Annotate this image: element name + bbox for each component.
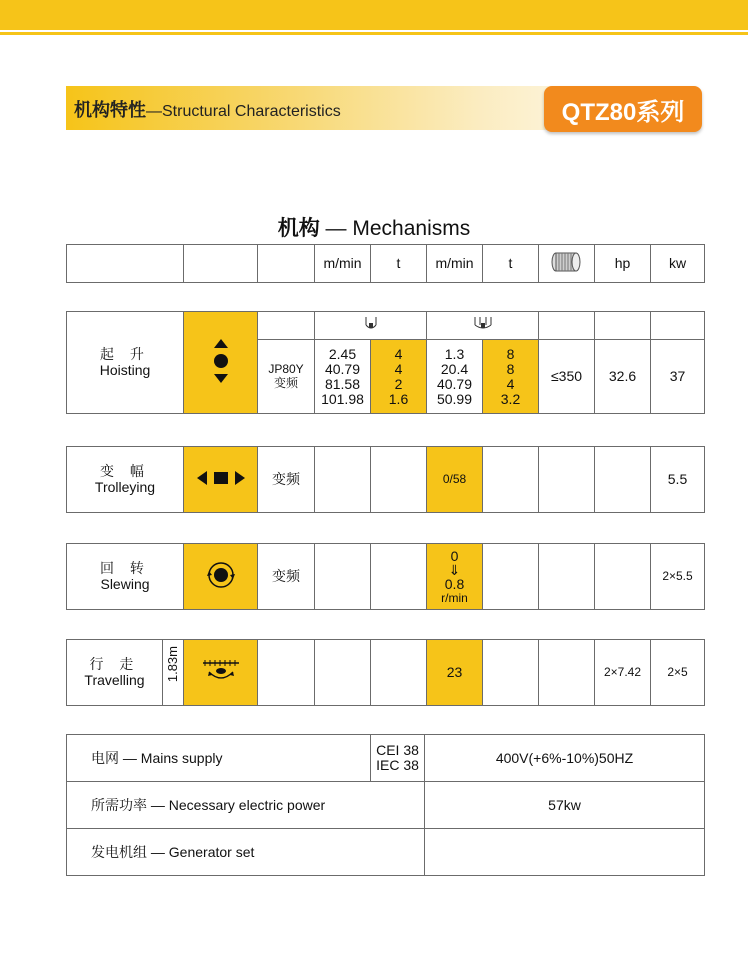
generator-set-value <box>425 829 705 876</box>
hoisting-motor-model: JP80Y <box>268 362 304 377</box>
single-hook-cell <box>315 312 427 340</box>
top-yellow-line <box>0 32 748 35</box>
travelling-label <box>67 640 163 706</box>
hoisting-speed-a-2: 40.79 <box>324 360 361 377</box>
hoisting-speed-b-1: 1.3 <box>444 345 465 362</box>
travelling-table <box>66 639 705 706</box>
page-title-zh: 机构特性 <box>74 100 146 120</box>
travelling-hp: 2×7.42 <box>595 640 651 706</box>
electric-power-label: 所需功率 — Necessary electric power <box>67 782 425 829</box>
hoisting-load-b-4: 3.2 <box>500 390 521 407</box>
slewing-kw: 2×5.5 <box>651 544 705 610</box>
trolleying-icon-cell <box>184 447 258 513</box>
trolleying-kw: 5.5 <box>651 447 705 513</box>
hoisting-load-a-1: 4 <box>394 345 403 362</box>
slewing-table <box>66 543 705 610</box>
unit-speed-b: m/min <box>427 245 483 283</box>
double-fall-hook-icon <box>472 317 494 331</box>
travelling-kw: 2×5 <box>651 640 705 706</box>
section-title-zh: 机构 <box>277 217 320 240</box>
page-title-en: —Structural Characteristics <box>146 103 341 120</box>
hoisting-speed-a-1: 2.45 <box>328 345 357 362</box>
slewing-label-en: Slewing <box>100 575 150 592</box>
hoisting-motor-type: 变频 <box>273 375 298 390</box>
drum-header <box>539 245 595 283</box>
hoisting-motor <box>258 340 315 414</box>
travelling-label-en: Travelling <box>84 671 145 688</box>
mains-standard-cei: CEI 38 <box>376 742 419 758</box>
hoisting-load-b-3: 4 <box>506 375 515 392</box>
cable-drum-icon <box>550 251 584 273</box>
travelling-gauge <box>163 640 184 706</box>
hoisting-load-a-3: 2 <box>394 375 403 392</box>
hoisting-label-zh: 起 升 <box>100 346 150 363</box>
mains-standard <box>371 735 425 782</box>
section-title-en: — Mechanisms <box>319 217 471 240</box>
hoisting-speed-b-4: 50.99 <box>436 390 473 407</box>
unit-hp: hp <box>595 245 651 283</box>
slewing-label-zh: 回 转 <box>100 560 150 577</box>
trolleying-table <box>66 446 705 513</box>
top-yellow-bar <box>0 0 748 30</box>
hoisting-kw: 37 <box>651 340 705 414</box>
slewing-label <box>67 544 184 610</box>
hoisting-load-a-4: 1.6 <box>388 390 409 407</box>
hoisting-speed-a-4: 101.98 <box>321 390 364 407</box>
up-down-arrows-icon <box>209 337 233 385</box>
units-header-table <box>66 244 705 283</box>
mains-supply-label: 电网 — Mains supply <box>67 735 371 782</box>
hoisting-speed-b-2: 20.4 <box>440 360 469 377</box>
unit-load-a: t <box>371 245 427 283</box>
mains-supply-value: 400V(+6%-10%)50HZ <box>425 735 705 782</box>
trolleying-motor: 变频 <box>258 447 315 513</box>
double-hook-cell <box>427 312 539 340</box>
rotation-icon <box>206 560 236 590</box>
trolleying-label <box>67 447 184 513</box>
hoisting-speed-a-3: 81.58 <box>324 375 361 392</box>
slewing-icon-cell <box>184 544 258 610</box>
travelling-speed: 23 <box>427 640 483 706</box>
hoisting-load-b <box>483 340 539 414</box>
single-fall-hook-icon <box>362 317 380 331</box>
hoisting-icon-cell <box>184 312 258 414</box>
trolleying-speed: 0/58 <box>427 447 483 513</box>
hoisting-label <box>67 312 184 414</box>
unit-load-b: t <box>483 245 539 283</box>
unit-speed-a: m/min <box>315 245 371 283</box>
hoisting-table <box>66 311 705 414</box>
travelling-gauge-value: 1.83m <box>164 646 180 683</box>
hoisting-load-a-2: 4 <box>394 360 403 377</box>
slewing-speed-bottom: 0.8 <box>444 575 465 592</box>
power-supply-table <box>66 734 705 876</box>
section-title <box>0 212 748 242</box>
travelling-icon-cell <box>184 640 258 706</box>
slewing-speed-arrow: ⇓ <box>448 561 461 578</box>
hoisting-hp: 32.6 <box>595 340 651 414</box>
slewing-motor: 变频 <box>258 544 315 610</box>
series-badge: QTZ80系列 <box>544 86 702 132</box>
hoisting-speed-b-3: 40.79 <box>436 375 473 392</box>
hoisting-label-en: Hoisting <box>99 361 151 378</box>
hoisting-load-b-1: 8 <box>506 345 515 362</box>
left-right-arrows-icon <box>196 470 246 486</box>
hoisting-drum: ≤350 <box>539 340 595 414</box>
trolleying-label-zh: 变 幅 <box>100 463 150 480</box>
hoisting-load-a <box>371 340 427 414</box>
rail-wheel-icon <box>201 658 241 684</box>
slewing-speed-unit: r/min <box>441 590 468 605</box>
slewing-speed-top: 0 <box>450 547 459 564</box>
hoisting-load-b-2: 8 <box>506 360 515 377</box>
hoisting-speed-a <box>315 340 371 414</box>
hoisting-speed-b <box>427 340 483 414</box>
mains-standard-iec: IEC 38 <box>376 757 419 773</box>
slewing-speed <box>427 544 483 610</box>
page-title <box>74 96 341 122</box>
trolleying-label-en: Trolleying <box>94 478 156 495</box>
generator-set-label: 发电机组 — Generator set <box>67 829 425 876</box>
electric-power-value: 57kw <box>425 782 705 829</box>
unit-kw: kw <box>651 245 705 283</box>
travelling-label-zh: 行 走 <box>89 656 140 673</box>
